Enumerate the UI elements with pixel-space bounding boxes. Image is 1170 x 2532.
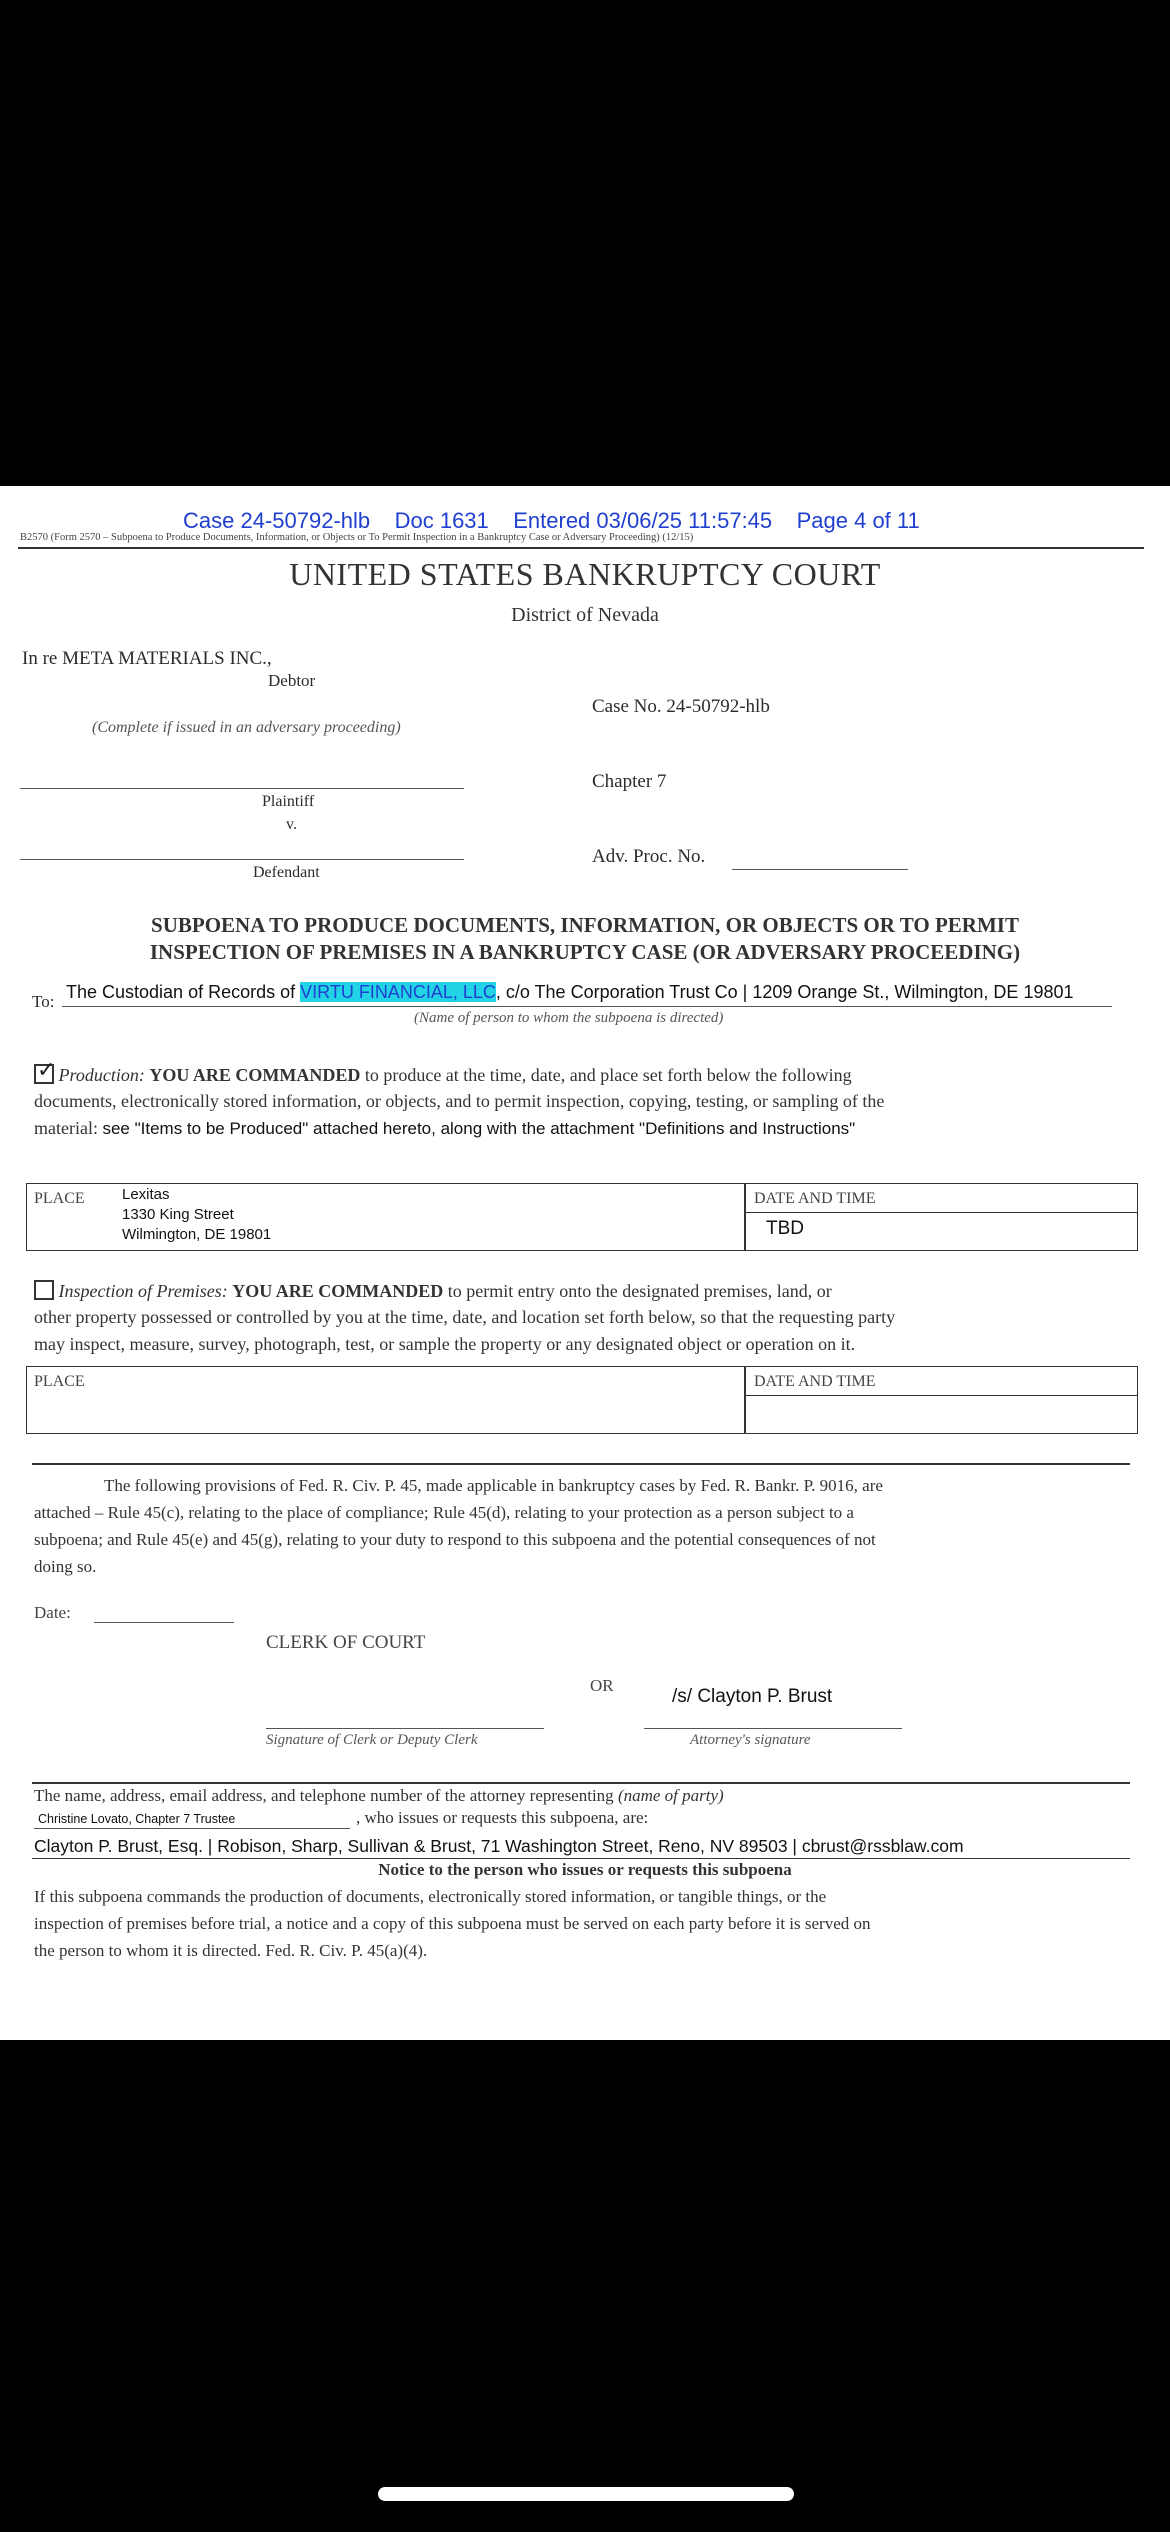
case-number-stamp: Case 24-50792-hlb [183,508,371,533]
header-rule [18,547,1144,549]
production-date-rule [744,1212,1138,1213]
recipient-prefix: The Custodian of Records of [66,982,296,1002]
debtor-label: Debtor [268,671,316,690]
attorney-line1-text: The name, address, email address, and telephone number of the attorney representing [34,1786,614,1805]
production-place-line1: Lexitas [122,1186,170,1203]
provisions-line2: attached – Rule 45(c), relating to the place of compliance; Rule 45(d), relating to your protection as a person subject to a [34,1503,854,1522]
inspection-table-divider [744,1366,746,1434]
versus-label: v. [286,816,297,833]
production-table-divider [744,1183,746,1251]
inspection-place-table [26,1366,1138,1434]
production-line1 [34,1058,852,1086]
defendant-blank-line [20,859,464,860]
court-district: District of Nevada [511,604,659,626]
document-page [0,486,1170,2040]
recipient-address: , c/o The Corporation Trust Co | 1209 Orange St., Wilmington, DE 19801 [495,982,1074,1002]
production-label: Production: [58,1065,145,1085]
case-no: Case No. 24-50792-hlb [592,696,770,717]
chapter-label: Chapter 7 [592,771,667,792]
production-material-label: material: [34,1118,98,1138]
attorney-line2: , who issues or requests this subpoena, are: [356,1808,649,1827]
production-line3 [34,1118,855,1139]
inspection-text1: to permit entry onto the designated premises, land, or [447,1281,832,1301]
adv-proc-blank-line [732,869,908,870]
defendant-label: Defendant [253,864,320,881]
inspection-label: Inspection of Premises: [58,1281,228,1301]
production-place-line2: 1330 King Street [122,1206,234,1223]
production-date-value: TBD [766,1218,804,1239]
recipient-highlight: VIRTU FINANCIAL, LLC [300,982,496,1002]
page-stamp: Page 4 of 11 [796,508,920,533]
notice-line3: the person to whom it is directed. Fed. R. Civ. P. 45(a)(4). [34,1941,428,1960]
inspection-place-label: PLACE [34,1373,85,1390]
in-re-line: In re META MATERIALS INC., [22,648,272,669]
inspection-line3: may inspect, measure, survey, photograph, test, or sample the property or any designated object or operation on it. [34,1334,856,1354]
production-commanded: YOU ARE COMMANDED [149,1065,361,1085]
attorney-signature-line[interactable] [644,1728,902,1729]
notice-title: Notice to the person who issues or requests this subpoena [378,1860,792,1879]
production-place-label: PLACE [34,1190,85,1207]
provisions-line3: subpoena; and Rule 45(e) and 45(g), relating to your duty to respond to this subpoena and the potential consequences of not [34,1530,876,1549]
adversary-note: (Complete if issued in an adversary proceeding) [92,719,401,736]
provisions-line1: The following provisions of Fed. R. Civ. P. 45, made applicable in bankruptcy cases by Fed. R. Bankr. P. 9016, are [104,1476,883,1495]
recipient-underline [62,1006,1112,1007]
adv-proc-label: Adv. Proc. No. [592,846,706,867]
inspection-date-label: DATE AND TIME [754,1373,876,1390]
production-line2: documents, electronically stored information, or objects, and to permit inspection, copying, testing, or sampling of the [34,1091,885,1111]
inspection-date-rule [744,1395,1138,1396]
clerk-signature-caption: Signature of Clerk or Deputy Clerk [266,1732,478,1748]
recipient-caption: (Name of person to whom the subpoena is directed) [414,1010,724,1026]
provisions-rule [32,1463,1130,1465]
to-label: To: [32,992,55,1011]
contact-underline [32,1858,1130,1859]
doc-number-stamp: Doc 1631 [394,508,489,533]
attorney-rule [32,1782,1130,1784]
attorney-signature-caption: Attorney's signature [690,1732,811,1748]
checkmark-icon: ✓ [37,1058,56,1083]
clerk-signature-line[interactable] [266,1728,544,1729]
home-indicator[interactable] [378,2487,794,2501]
production-items: see "Items to be Produced" attached hereto, along with the attachment "Definitions and Instructions" [102,1119,856,1138]
plaintiff-label: Plaintiff [262,793,315,810]
production-checkbox[interactable] [34,1058,56,1084]
attorney-line1 [34,1786,724,1806]
date-label: Date: [34,1603,71,1622]
subpoena-title-line2: INSPECTION OF PREMISES IN A BANKRUPTCY CASE (OR ADVERSARY PROCEEDING) [149,940,1021,964]
inspection-checkbox[interactable] [34,1280,54,1300]
entered-stamp: Entered 03/06/25 11:57:45 [513,508,773,533]
inspection-line2: other property possessed or controlled by you at the time, date, and location set forth below, so that the requesting party [34,1307,896,1327]
date-blank-line[interactable] [94,1622,234,1623]
subpoena-title-line1: SUBPOENA TO PRODUCE DOCUMENTS, INFORMATION, OR OBJECTS OR TO PERMIT [151,913,1019,937]
production-date-label: DATE AND TIME [754,1190,876,1207]
notice-line1: If this subpoena commands the production of documents, electronically stored information, or tangible things, or the [34,1887,827,1906]
production-place-line3: Wilmington, DE 19801 [122,1226,272,1243]
attorney-contact: Clayton P. Brust, Esq. | Robison, Sharp, Sullivan & Brust, 71 Washington Street, Reno, NV 89503 | cbrust@rssblaw.com [34,1836,964,1856]
attorney-signature: /s/ Clayton P. Brust [672,1686,833,1707]
plaintiff-blank-line [20,788,464,789]
notice-line2: inspection of premises before trial, a notice and a copy of this subpoena must be served on each party before it is served on [34,1914,871,1933]
inspection-line1 [34,1280,832,1302]
case-stamp [183,508,920,534]
provisions-line4: doing so. [34,1557,97,1576]
clerk-of-court: CLERK OF COURT [266,1632,426,1653]
form-line: B2570 (Form 2570 – Subpoena to Produce Documents, Information, or Objects or To Permit Inspection in a Bankruptcy Case or Adversary Proceeding) (12/15) [20,532,694,543]
or-label: OR [590,1676,614,1695]
production-text1: to produce at the time, date, and place set forth below the following [364,1065,852,1085]
court-title: UNITED STATES BANKRUPTCY COURT [289,556,881,592]
attorney-line1-party: (name of party) [617,1786,724,1805]
party-underline [34,1828,350,1829]
attorney-party: Christine Lovato, Chapter 7 Trustee [38,1812,236,1826]
recipient-line [66,982,1074,1003]
inspection-commanded: YOU ARE COMMANDED [232,1281,444,1301]
